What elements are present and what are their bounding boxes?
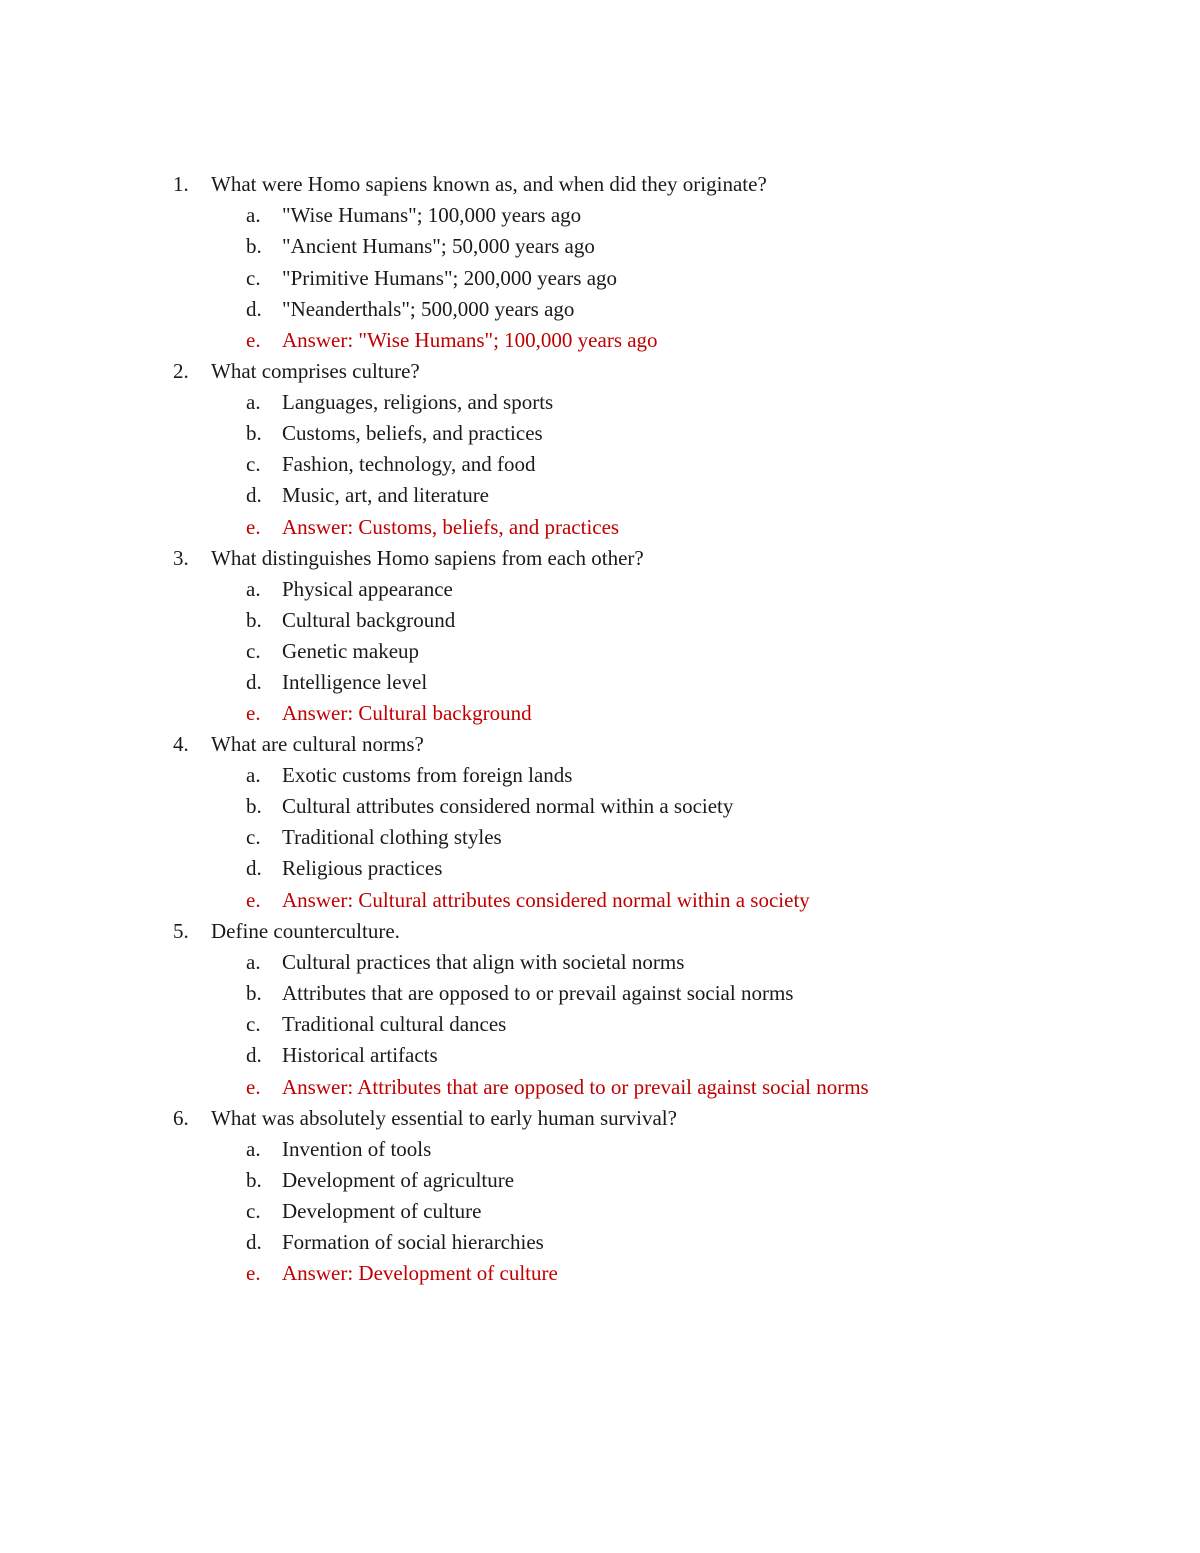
option-text: Intelligence level bbox=[282, 670, 428, 694]
option-text: Development of agriculture bbox=[282, 1168, 515, 1192]
option-letter: c. bbox=[246, 825, 261, 849]
option-letter: c. bbox=[246, 452, 261, 476]
option-text: "Primitive Humans"; 200,000 years ago bbox=[282, 266, 618, 290]
question-text: Define counterculture. bbox=[211, 919, 400, 943]
option-letter: b. bbox=[246, 234, 262, 258]
question-text: What are cultural norms? bbox=[211, 732, 424, 756]
option-letter: b. bbox=[246, 981, 262, 1005]
question-number: 1. bbox=[173, 172, 189, 196]
option-text: "Wise Humans"; 100,000 years ago bbox=[282, 203, 582, 227]
option-text: Formation of social hierarchies bbox=[282, 1230, 544, 1254]
option-letter: c. bbox=[246, 1012, 261, 1036]
option-letter: a. bbox=[246, 390, 261, 414]
question-text: What were Homo sapiens known as, and when did they originate? bbox=[211, 172, 767, 196]
answer-text: Answer: Attributes that are opposed to or prevail against social norms bbox=[282, 1075, 869, 1099]
option-text: Invention of tools bbox=[282, 1137, 432, 1161]
answer-text: Answer: Development of culture bbox=[282, 1261, 558, 1285]
answer-letter: e. bbox=[246, 1075, 261, 1099]
option-letter: d. bbox=[246, 856, 262, 880]
option-letter: d. bbox=[246, 670, 262, 694]
option-text: Cultural attributes considered normal within a society bbox=[282, 794, 734, 818]
option-text: Religious practices bbox=[282, 856, 443, 880]
option-letter: c. bbox=[246, 1199, 261, 1223]
option-letter: a. bbox=[246, 203, 261, 227]
answer-text: Answer: Cultural background bbox=[282, 701, 532, 725]
option-letter: c. bbox=[246, 266, 261, 290]
answer-letter: e. bbox=[246, 328, 261, 352]
option-letter: a. bbox=[246, 1137, 261, 1161]
option-letter: a. bbox=[246, 577, 261, 601]
option-text: Development of culture bbox=[282, 1199, 482, 1223]
option-text: Cultural practices that align with societal norms bbox=[282, 950, 685, 974]
option-text: Languages, religions, and sports bbox=[282, 390, 554, 414]
option-text: Traditional clothing styles bbox=[282, 825, 502, 849]
option-text: Historical artifacts bbox=[282, 1043, 438, 1067]
option-text: "Ancient Humans"; 50,000 years ago bbox=[282, 234, 595, 258]
option-text: "Neanderthals"; 500,000 years ago bbox=[282, 297, 575, 321]
answer-text: Answer: "Wise Humans"; 100,000 years ago bbox=[282, 328, 658, 352]
question-text: What comprises culture? bbox=[211, 359, 420, 383]
option-letter: b. bbox=[246, 1168, 262, 1192]
question-text: What was absolutely essential to early human survival? bbox=[211, 1106, 677, 1130]
question-number: 6. bbox=[173, 1106, 189, 1130]
option-letter: d. bbox=[246, 1230, 262, 1254]
answer-letter: e. bbox=[246, 888, 261, 912]
option-letter: a. bbox=[246, 950, 261, 974]
answer-letter: e. bbox=[246, 515, 261, 539]
option-letter: b. bbox=[246, 608, 262, 632]
answer-text: Answer: Cultural attributes considered normal within a society bbox=[282, 888, 810, 912]
question-number: 2. bbox=[173, 359, 189, 383]
option-text: Fashion, technology, and food bbox=[282, 452, 536, 476]
option-text: Music, art, and literature bbox=[282, 483, 490, 507]
option-letter: a. bbox=[246, 763, 261, 787]
option-text: Attributes that are opposed to or prevail against social norms bbox=[282, 981, 794, 1005]
answer-text: Answer: Customs, beliefs, and practices bbox=[282, 515, 620, 539]
option-letter: d. bbox=[246, 483, 262, 507]
option-text: Genetic makeup bbox=[282, 639, 420, 663]
answer-letter: e. bbox=[246, 1261, 261, 1285]
option-letter: b. bbox=[246, 421, 262, 445]
option-text: Customs, beliefs, and practices bbox=[282, 421, 543, 445]
option-letter: d. bbox=[246, 297, 262, 321]
option-letter: c. bbox=[246, 639, 261, 663]
question-number: 3. bbox=[173, 546, 189, 570]
question-number: 5. bbox=[173, 919, 189, 943]
option-letter: b. bbox=[246, 794, 262, 818]
option-text: Traditional cultural dances bbox=[282, 1012, 507, 1036]
option-letter: d. bbox=[246, 1043, 262, 1067]
question-text: What distinguishes Homo sapiens from each other? bbox=[211, 546, 644, 570]
option-text: Cultural background bbox=[282, 608, 456, 632]
option-text: Exotic customs from foreign lands bbox=[282, 763, 573, 787]
answer-letter: e. bbox=[246, 701, 261, 725]
option-text: Physical appearance bbox=[282, 577, 453, 601]
question-number: 4. bbox=[173, 732, 189, 756]
